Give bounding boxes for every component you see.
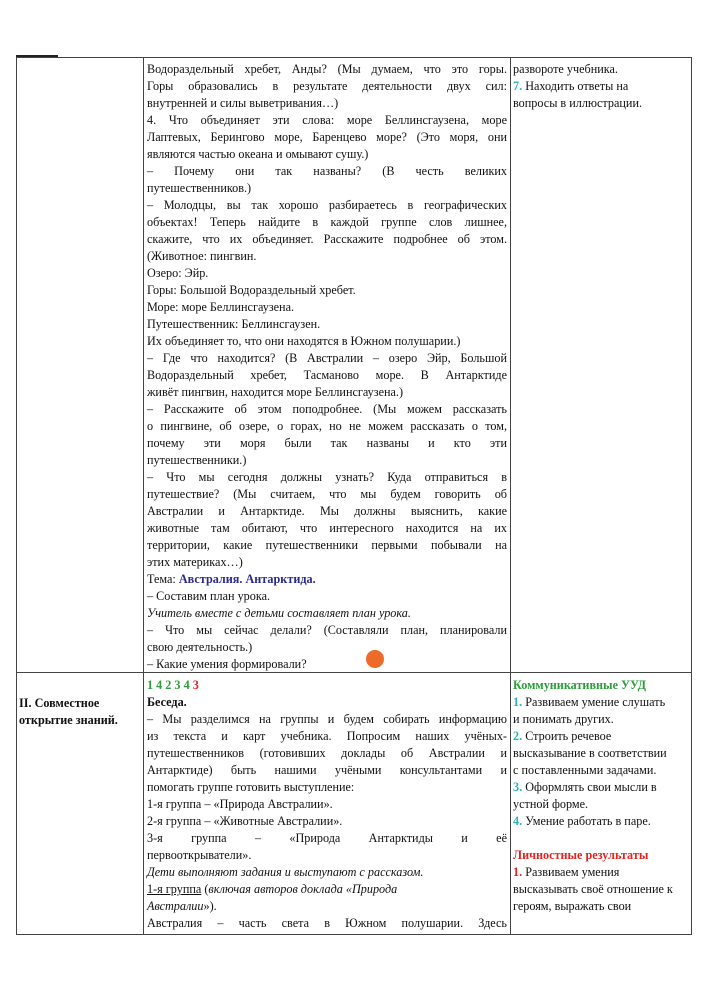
text-line: живёт пингвин, находится море Беллинсгаузена.)	[147, 385, 404, 399]
text-line: Озеро: Эйр.	[147, 266, 209, 280]
skill-text: Оформлять свои мысли в	[522, 780, 657, 794]
text-line: Водораздельный хребет, Тасманово море. В Антарктиде	[147, 368, 507, 382]
row1-skills-text	[513, 61, 689, 112]
text-line: Горы образовались в результате деятельности двух сил:	[147, 79, 507, 93]
answer-mark: 1	[147, 678, 154, 692]
heading-text: Коммуникативные УУД	[513, 678, 647, 692]
skill-text: развороте учебника.	[513, 62, 618, 76]
group1-note: включая авторов доклада «Природа	[208, 882, 398, 896]
skill-line	[513, 728, 689, 745]
text-line: 1-я группа – «Природа Австралии».	[147, 797, 333, 811]
skill-text: вопросы в иллюстрации.	[513, 96, 643, 110]
skill-line	[513, 813, 689, 830]
skill-line	[513, 779, 689, 796]
answer-mark: 4	[156, 678, 163, 692]
skill-line	[513, 796, 689, 813]
skill-line	[513, 61, 689, 78]
skill-line	[513, 78, 689, 95]
skill-line	[513, 881, 689, 898]
text-line: Их объединяет то, что они находятся в Южном полушарии.)	[147, 334, 461, 348]
spacer	[513, 830, 689, 847]
skill-line	[513, 745, 689, 762]
text-line: Антарктиде) быть нашими учёными консультантами и	[147, 763, 507, 777]
answer-mark: 4	[183, 678, 190, 692]
text-line: (Животное: пингвин.	[147, 249, 257, 263]
skill-number: 4.	[513, 814, 523, 828]
skill-text: и понимать других.	[513, 712, 614, 726]
group1-label: 1-я группа	[147, 882, 202, 896]
text-line: путешественников.)	[147, 181, 252, 195]
table-bottom-border	[16, 934, 692, 935]
skill-text: высказывать своё отношение к	[513, 882, 673, 896]
skill-number: 3.	[513, 780, 523, 794]
text-line: Австралии и Антарктиде. Мы должны выяснить, какие	[147, 504, 507, 518]
section-heading: Беседа.	[147, 695, 187, 709]
heading-text: Личностные результаты	[513, 848, 649, 862]
group1-paren: (	[201, 882, 209, 896]
text-line: внутренней и силы выветривания…)	[147, 96, 339, 110]
text-line: Учитель вместе с детьми составляет план урока.	[147, 606, 411, 620]
text-line: – Мы разделимся на группы и будем собирать информацию	[147, 712, 507, 726]
answer-mark: 3	[192, 678, 199, 692]
text-line: скажите, что их объединяет. Расскажите подробнее об этом.	[147, 232, 507, 246]
stage-title	[19, 695, 141, 729]
topic-label: Тема:	[147, 572, 179, 586]
answer-marks	[147, 677, 507, 694]
text-line: Горы: Большой Водораздельный хребет.	[147, 283, 356, 297]
text-line: Путешественник: Беллинсгаузен.	[147, 317, 321, 331]
column-divider-1	[143, 57, 144, 935]
text-line: Море: море Беллинсгаузена.	[147, 300, 295, 314]
answer-mark: 3	[174, 678, 181, 692]
personal-heading	[513, 847, 689, 864]
communicative-heading	[513, 677, 689, 694]
column-divider-2	[510, 57, 511, 935]
skill-text: Находить ответы на	[522, 79, 629, 93]
text-line: 4. Что объединяет эти слова: море Беллинсгаузена, море	[147, 113, 507, 127]
group1-line-2	[147, 898, 507, 915]
skill-number: 7.	[513, 79, 523, 93]
text-line: – Что мы сегодня должны узнать? Куда отправиться в	[147, 470, 507, 484]
text-line: путешественников (готовивших доклады об Австралии и	[147, 746, 507, 760]
skill-number: 2.	[513, 729, 523, 743]
text-line: 3-я группа – «Природа Антарктиды и её	[147, 831, 507, 845]
group1-line	[147, 881, 507, 898]
skill-text: Умение работать в паре.	[522, 814, 651, 828]
text-line: объектах! Теперь найдите в каждой группе слов лишнее,	[147, 215, 507, 229]
text-line: – Почему они так названы? (В честь великих	[147, 164, 507, 178]
text-line: – Составим план урока.	[147, 589, 271, 603]
text-line: Водораздельный хребет, Анды? (Мы думаем, что это горы.	[147, 62, 507, 76]
stage-title-line: II. Совместное	[19, 696, 100, 710]
row2-lesson-text	[147, 677, 507, 932]
skill-text: героям, выражать свои	[513, 899, 632, 913]
table-left-border	[16, 57, 17, 935]
text-line: путешественники.)	[147, 453, 247, 467]
text-line: Австралия – часть света в Южном полушарии. Здесь	[147, 916, 507, 930]
skill-line	[513, 711, 689, 728]
text-line: о пингвине, об озере, о горах, но не можем рассказать о том,	[147, 419, 507, 433]
row2-skills-text	[513, 677, 689, 915]
text-line: животные там обитают, что интересного находится на их	[147, 521, 507, 535]
text-line: – Расскажите об этом поподробнее. (Мы можем рассказать	[147, 402, 507, 416]
text-line: 2-я группа – «Животные Австралии».	[147, 814, 343, 828]
text-line: – Что мы сейчас делали? (Составляли план, планировали	[147, 623, 507, 637]
skill-line	[513, 95, 689, 112]
text-line: – Какие умения формировали?	[147, 657, 307, 671]
group1-note-end: Австралии	[147, 899, 204, 913]
row1-lesson-text	[147, 61, 507, 673]
text-line: территории, какие путешественники первыми побывали на	[147, 538, 507, 552]
text-line: Дети выполняют задания и выступают с рассказом.	[147, 865, 424, 879]
skill-number: 1.	[513, 865, 523, 879]
group1-close: »).	[203, 899, 217, 913]
text-line: путешествие? (Мы считаем, что мы будем говорить об	[147, 487, 507, 501]
skill-line	[513, 864, 689, 881]
text-line: этих материках…)	[147, 555, 243, 569]
skill-text: с поставленными задачами.	[513, 763, 657, 777]
text-line: свою деятельность.)	[147, 640, 253, 654]
text-line: почему эти моря были так названы и кто эти	[147, 436, 507, 450]
text-line: являются частью океана и омывают сушу.)	[147, 147, 369, 161]
orange-dot-marker	[366, 650, 384, 668]
topic-value: Австралия. Антарктида.	[178, 572, 316, 586]
answer-mark: 2	[165, 678, 172, 692]
skill-line	[513, 762, 689, 779]
text-line: помогать группе готовить выступление:	[147, 780, 355, 794]
skill-text: устной форме.	[513, 797, 589, 811]
text-line: Лаптевых, Берингово море, Баренцево море? (Это моря, они	[147, 130, 507, 144]
skill-text: Развиваем умение слушать	[522, 695, 666, 709]
skill-text: высказывание в соответствии	[513, 746, 667, 760]
skill-number: 1.	[513, 695, 523, 709]
text-line: из текста и карт учебника. Попросим наших учёных-	[147, 729, 507, 743]
text-line: – Где что находится? (В Австралии – озеро Эйр, Большой	[147, 351, 507, 365]
skill-line	[513, 898, 689, 915]
lesson-topic	[147, 571, 507, 588]
skill-text: Развиваем умения	[522, 865, 620, 879]
text-line: первооткрыватели».	[147, 848, 252, 862]
text-line: – Молодцы, вы так хорошо разбираетесь в географических	[147, 198, 507, 212]
stage-title-line: открытие знаний.	[19, 713, 118, 727]
table-right-border	[691, 57, 692, 935]
table-top-border	[16, 57, 692, 58]
skill-text: Строить речевое	[522, 729, 612, 743]
skill-line	[513, 694, 689, 711]
